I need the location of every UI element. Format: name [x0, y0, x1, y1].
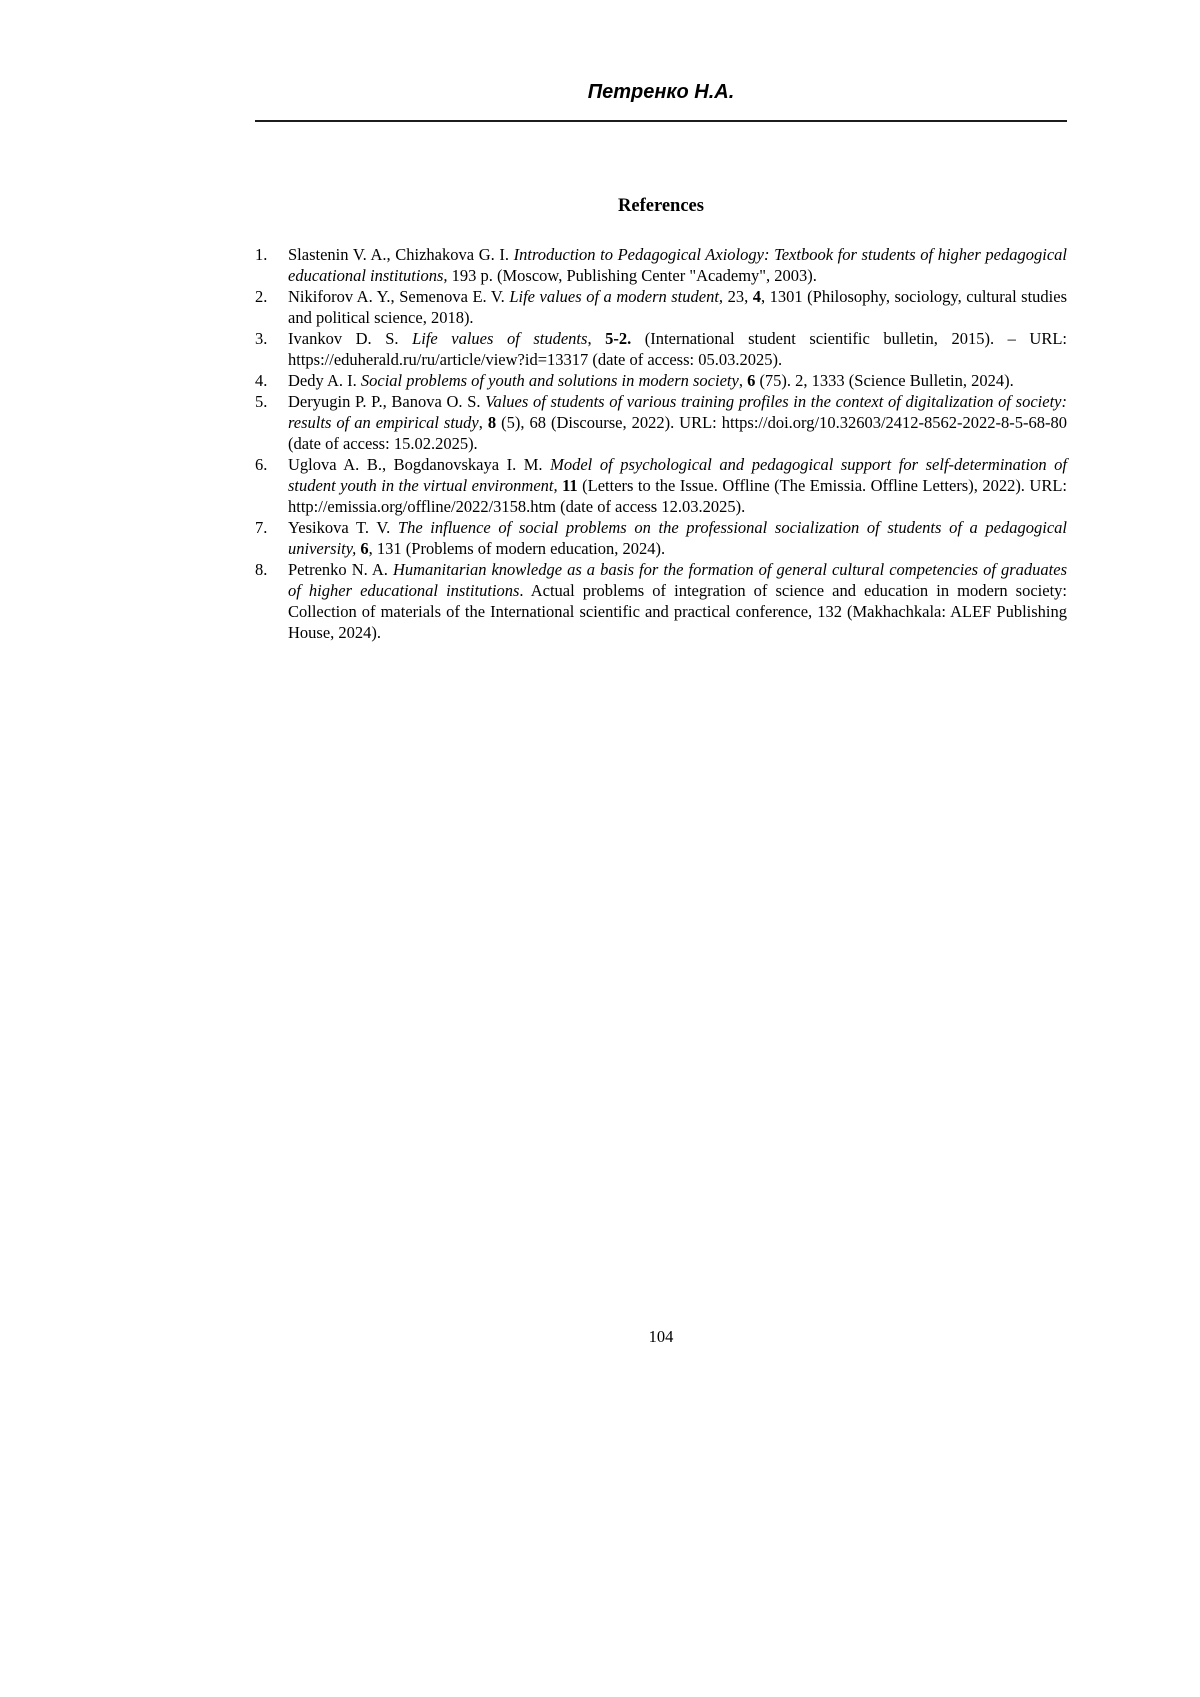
text-run: Life values of a modern student,: [509, 287, 724, 306]
reference-item: [255, 517, 1067, 559]
text-run: 6: [747, 371, 756, 390]
text-run: Petrenko N. A.: [288, 560, 393, 579]
reference-number: 5.: [255, 392, 268, 411]
text-run: Nikiforov A. Y., Semenova E. V.: [288, 287, 510, 306]
reference-text: [288, 286, 1067, 328]
text-run: 11: [562, 476, 578, 495]
reference-number: 7.: [255, 518, 268, 537]
text-run: . Actual problems of integration of science and education in modern society: Collection of materials of the International scientific and practical conference, 132 (Makhachkala: ALEF Publishing House, 2024).: [288, 581, 1067, 642]
reference-text: [288, 559, 1067, 643]
reference-number: 2.: [255, 287, 268, 306]
text-run: Ivankov D. S.: [288, 329, 413, 348]
reference-number: 1.: [255, 245, 268, 264]
references-list: [255, 244, 1067, 643]
text-run: Dedy A. I.: [288, 371, 361, 390]
reference-text: [288, 370, 1067, 391]
text-run: 193 p. (Moscow, Publishing Center "Academy", 2003).: [447, 266, 817, 285]
reference-item: [255, 244, 1067, 286]
reference-text: [288, 244, 1067, 286]
text-run: 8: [487, 413, 497, 432]
reference-item: [255, 391, 1067, 454]
running-header-author: Петренко Н.А.: [587, 81, 735, 103]
text-run: Slastenin V. A., Chizhakova G. I.: [288, 245, 514, 264]
text-run: , 1301 (Philosophy, sociology, cultural studies and political science, 2018).: [288, 287, 1068, 327]
text-run: Deryugin P. P., Banova O. S.: [288, 392, 486, 411]
text-run: 6: [360, 539, 369, 558]
reference-item: [255, 559, 1067, 643]
reference-text: [288, 517, 1067, 559]
reference-number: 8.: [255, 560, 268, 579]
text-run: (75). 2, 1333 (Science Bulletin, 2024).: [755, 371, 1014, 390]
text-run: 23,: [723, 287, 753, 306]
reference-number: 3.: [255, 329, 268, 348]
text-run: Introduction to Pedagogical Axiology: Textbook for students of higher pedagogical educational institutions,: [288, 245, 1067, 285]
reference-text: [288, 328, 1067, 370]
reference-number: 6.: [255, 455, 268, 474]
text-run: ,: [478, 413, 488, 432]
reference-item: [255, 370, 1067, 391]
reference-text: [288, 454, 1067, 517]
text-run: Values of students of various training profiles in the context of digitalization of society: results of an empirical study: [288, 392, 1067, 432]
text-run: (International student scientific bulletin, 2015). – URL: https://eduherald.ru/ru/article/view?id=13317 (date of access: 05.03.2025).: [288, 329, 1067, 369]
text-run: (5), 68 (Discourse, 2022). URL: https://doi.org/10.32603/2412-8562-2022-8-5-68-80 (date of access: 15.02.2025).: [288, 413, 1068, 453]
reference-item: [255, 286, 1067, 328]
text-run: ,: [738, 371, 748, 390]
reference-text: [288, 391, 1067, 454]
text-run: Humanitarian knowledge as a basis for the formation of general cultural competencies of graduates of higher educational institutions: [288, 560, 1068, 600]
reference-item: [255, 454, 1067, 517]
text-run: Uglova A. B., Bogdanovskaya I. M.: [288, 455, 551, 474]
text-run: Social problems of youth and solutions in modern society: [360, 371, 739, 390]
header-rule: [255, 120, 1067, 122]
text-run: (Letters to the Issue. Offline (The Emissia. Offline Letters), 2022). URL: http://emissia.org/offline/2022/3158.htm (date of access 12.03.2025).: [288, 476, 1067, 516]
reference-item: [255, 328, 1067, 370]
text-run: 5-2.: [605, 329, 632, 348]
text-run: Life values of students: [412, 329, 588, 348]
text-run: Yesikova T. V.: [288, 518, 398, 537]
text-run: , 131 (Problems of modern education, 2024).: [368, 539, 666, 558]
text-run: ,: [587, 329, 606, 348]
text-run: Model of psychological and pedagogical support for self-determination of student youth in the virtual environment,: [288, 455, 1067, 495]
text-run: 4: [752, 287, 761, 306]
page-number: 104: [648, 1327, 674, 1346]
text-run: The influence of social problems on the professional socialization of students of a pedagogical university,: [288, 518, 1067, 558]
reference-number: 4.: [255, 371, 268, 390]
references-title: References: [618, 196, 704, 216]
